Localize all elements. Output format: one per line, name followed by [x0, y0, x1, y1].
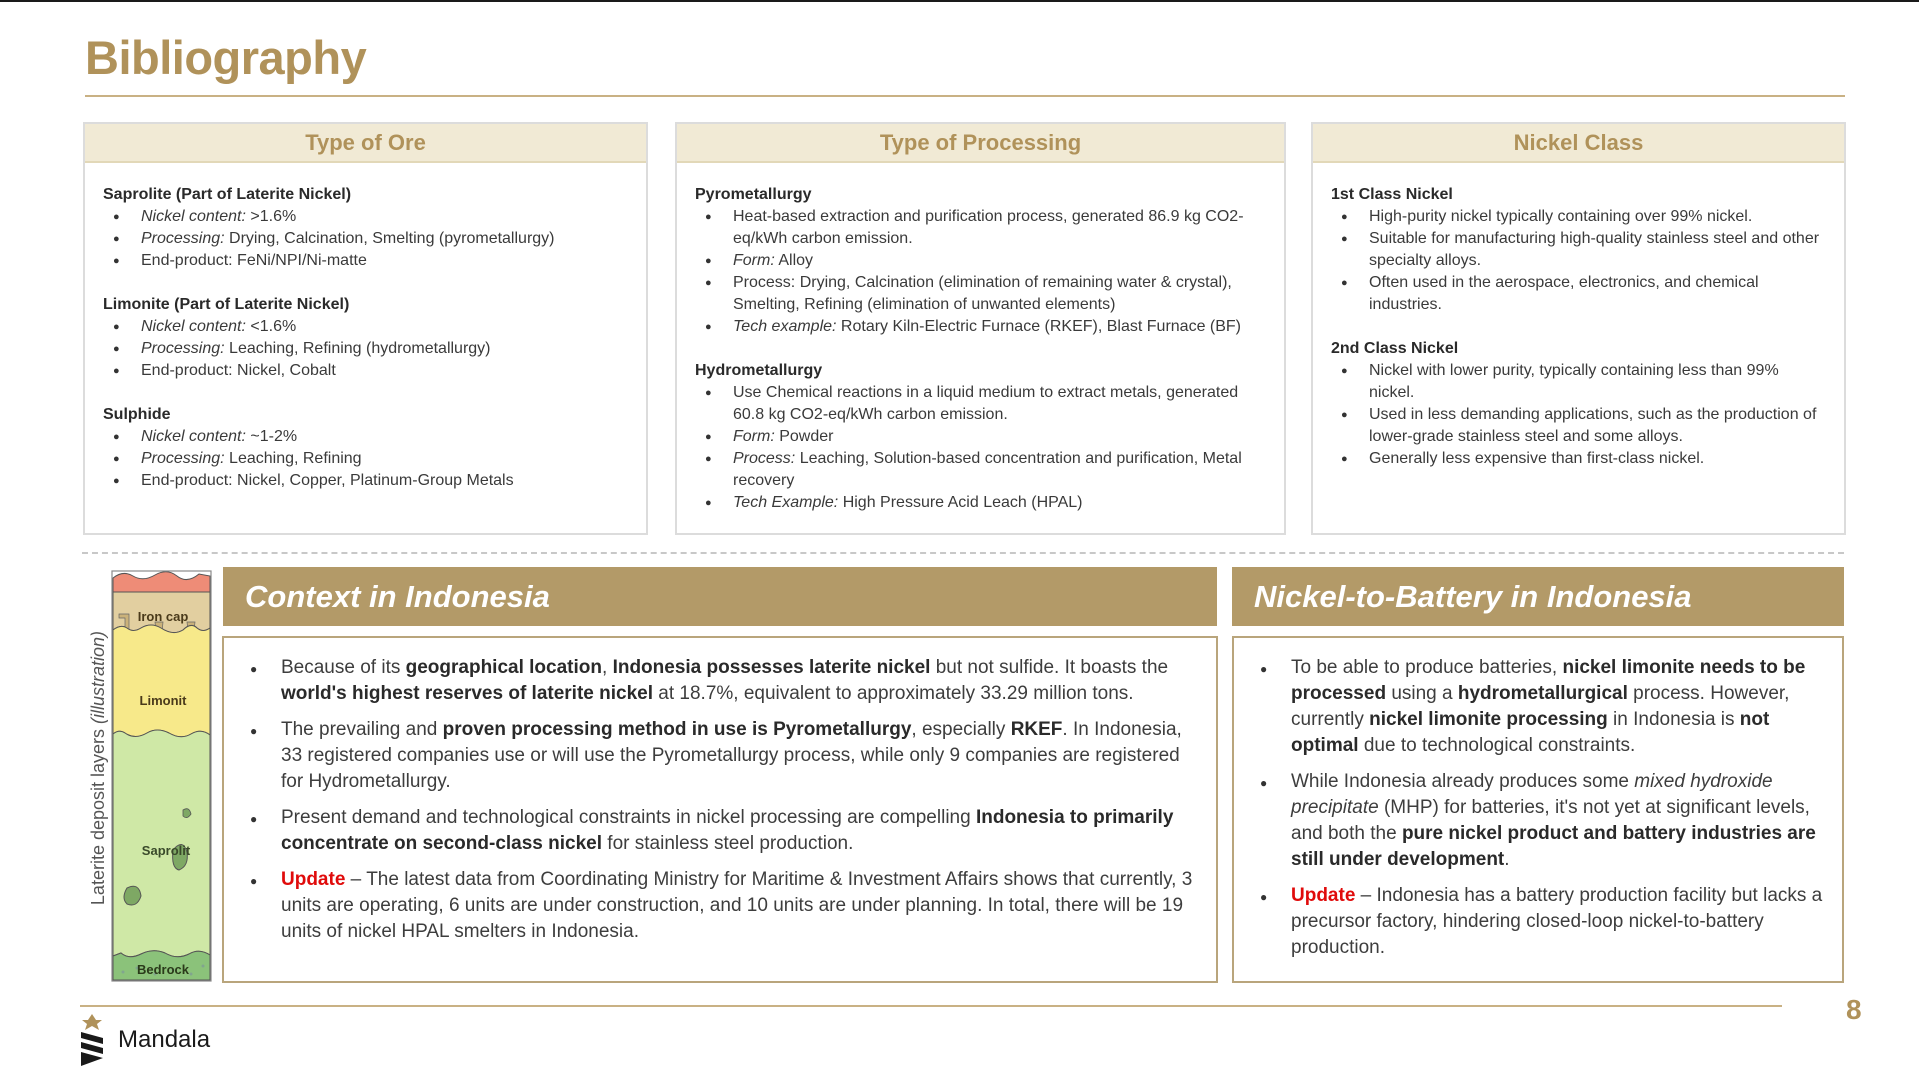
bullet-item: [103, 206, 628, 228]
item-text: High-purity nickel typically containing over 99% nickel.: [1369, 208, 1753, 225]
title-divider: [85, 95, 1845, 97]
bold-run: world's highest reserves of laterite nickel: [281, 683, 653, 704]
context-panel: [222, 636, 1218, 983]
bullet-item: [1331, 272, 1826, 316]
text-run: due to technological constraints.: [1358, 735, 1636, 756]
bullet-list: [103, 206, 628, 272]
strata-label-iron-cap: Iron cap: [137, 609, 189, 624]
bullet-item: [103, 448, 628, 470]
battery-title: Nickel-to-Battery in Indonesia: [1254, 579, 1692, 614]
bold-run: pure nickel product and battery industries are still under development: [1291, 823, 1816, 870]
bullet-item: [103, 470, 628, 492]
item-text: End-product: Nickel, Cobalt: [141, 362, 336, 379]
item-text: <1.6%: [245, 318, 297, 335]
strata-vertical-label: Laterite deposit layers (illustration): [88, 630, 108, 906]
text-run: but not sulfide. It boasts the: [930, 657, 1169, 678]
card-type-of-ore: [83, 122, 648, 535]
item-label: Form:: [733, 252, 775, 269]
text-run: for stainless steel production.: [602, 833, 854, 854]
card-header: Type of Ore: [85, 124, 646, 163]
card-type-of-processing: [675, 122, 1286, 535]
battery-panel: [1232, 636, 1844, 983]
text-run: While Indonesia already produces some: [1291, 771, 1635, 792]
item-label: Nickel content:: [141, 208, 246, 225]
bullet-list: [103, 316, 628, 382]
card-section: [103, 294, 628, 382]
page-title: Bibliography: [85, 31, 367, 84]
section-title: Hydrometallurgy: [695, 362, 823, 379]
bold-run: nickel limonite processing: [1369, 709, 1608, 730]
card-section: [1331, 184, 1826, 316]
context-banner: [223, 567, 1217, 626]
bullet-list: [103, 426, 628, 492]
bold-run: Indonesia to primarily concentrate on second-class nickel: [281, 807, 1174, 854]
footer-divider: [80, 1005, 1782, 1007]
section-title: Saprolite (Part of Laterite Nickel): [103, 186, 352, 203]
text-run: at 18.7%, equivalent to approximately 33.29 million tons.: [653, 683, 1134, 704]
bullet-list: [695, 382, 1266, 514]
bullet-item: [1244, 883, 1832, 961]
item-text: Leaching, Refining (hydrometallurgy): [224, 340, 491, 357]
item-label: Tech Example:: [733, 494, 839, 511]
bullet-item: [695, 272, 1266, 316]
bullet-item: [103, 316, 628, 338]
bullet-item: [1331, 448, 1826, 470]
context-title: Context in Indonesia: [245, 579, 550, 614]
item-text: End-product: FeNi/NPI/Ni-matte: [141, 252, 367, 269]
bullet-item: [1331, 228, 1826, 272]
item-label: Form:: [733, 428, 775, 445]
bullet-item: [695, 426, 1266, 448]
item-text: Leaching, Solution-based concentration and purification, Metal recovery: [733, 450, 1242, 489]
item-label: Processing:: [141, 340, 225, 357]
bullet-list: [234, 655, 1206, 945]
bullet-item: [1331, 206, 1826, 228]
bold-run: RKEF: [1010, 719, 1063, 740]
item-text: Suitable for manufacturing high-quality stainless steel and other specialty alloys.: [1369, 230, 1820, 269]
bullet-item: [695, 382, 1266, 426]
item-text: Nickel with lower purity, typically containing less than 99% nickel.: [1369, 362, 1779, 401]
item-text: Heat-based extraction and purification process, generated 86.9 kg CO2-eq/kWh carbon emission.: [733, 208, 1244, 247]
brand-name: Mandala: [118, 1026, 211, 1053]
italic-run: mixed hydroxide precipitate: [1291, 771, 1773, 818]
item-text: Often used in the aerospace, electronics, and chemical industries.: [1369, 274, 1759, 313]
bold-run: nickel limonite needs to be processed: [1291, 657, 1806, 704]
text-run: in Indonesia is: [1607, 709, 1740, 730]
bullet-item: [234, 805, 1206, 857]
text-run: – Indonesia has a battery production facility but lacks a precursor factory, hindering closed-loop nickel-to-battery production.: [1291, 885, 1823, 958]
dashed-divider: [82, 552, 1844, 554]
battery-body: [1234, 638, 1842, 961]
update-tag: Update: [1291, 885, 1356, 906]
item-text: Alloy: [774, 252, 814, 269]
bullet-list: [1331, 206, 1826, 316]
bullet-item: [103, 426, 628, 448]
section-title: Limonite (Part of Laterite Nickel): [103, 296, 350, 313]
section-title: 1st Class Nickel: [1331, 186, 1453, 203]
bullet-item: [103, 360, 628, 382]
item-text: Rotary Kiln-Electric Furnace (RKEF), Blast Furnace (BF): [836, 318, 1242, 335]
item-label: Processing:: [141, 230, 225, 247]
item-text: Process: Drying, Calcination (elimination of remaining water & crystal), Smelting, Refining (elimination of unwanted elements): [733, 274, 1232, 313]
bullet-item: [234, 867, 1206, 945]
item-text: ~1-2%: [245, 428, 298, 445]
card-header: Type of Processing: [677, 124, 1284, 163]
item-label: Nickel content:: [141, 428, 246, 445]
item-text: Drying, Calcination, Smelting (pyrometallurgy): [224, 230, 555, 247]
card-section: [1331, 338, 1826, 470]
page-number: 8: [1846, 994, 1862, 1025]
section-title: Sulphide: [103, 406, 171, 423]
laterite-strata-illustration: [111, 570, 212, 982]
bullet-item: [695, 492, 1266, 514]
card-section: [103, 184, 628, 272]
text-run: To be able to produce batteries,: [1291, 657, 1563, 678]
mandala-logo-icon: [78, 1014, 106, 1066]
card-header: Nickel Class: [1313, 124, 1844, 163]
item-label: Process:: [733, 450, 796, 467]
text-run: Because of its: [281, 657, 406, 678]
bold-run: Indonesia possesses laterite nickel: [612, 657, 931, 678]
item-text: High Pressure Acid Leach (HPAL): [838, 494, 1083, 511]
bullet-item: [103, 338, 628, 360]
strata-label-limonit: Limonit: [139, 693, 187, 708]
section-title: Pyrometallurgy: [695, 186, 812, 203]
battery-banner: [1232, 567, 1844, 626]
card-body: [85, 163, 646, 492]
item-label: Processing:: [141, 450, 225, 467]
bold-run: geographical location: [405, 657, 602, 678]
bullet-item: [695, 448, 1266, 492]
item-text: Use Chemical reactions in a liquid medium to extract metals, generated 60.8 kg CO2-eq/kWh carbon emission.: [733, 384, 1239, 423]
context-body: [224, 638, 1216, 945]
text-run: . In Indonesia, 33 registered companies use or will use the Pyrometallurgy process, while only 9 companies are registered for Hydrometallurgy.: [281, 719, 1182, 792]
strata-label-saprolit: Saprolit: [141, 843, 191, 858]
bullet-list: [1331, 360, 1826, 470]
text-run: ,: [602, 657, 613, 678]
bullet-item: [103, 250, 628, 272]
text-run: (MHP) for batteries, it's not yet at significant levels, and both the: [1291, 797, 1810, 844]
card-section: [695, 184, 1266, 338]
item-label: Tech example:: [733, 318, 837, 335]
update-tag: Update: [281, 869, 346, 890]
item-text: >1.6%: [245, 208, 297, 225]
bullet-item: [1244, 769, 1832, 873]
text-run: , especially: [911, 719, 1011, 740]
text-run: .: [1504, 849, 1510, 870]
bullet-item: [1331, 360, 1826, 404]
bullet-list: [695, 206, 1266, 338]
item-text: Leaching, Refining: [224, 450, 362, 467]
bullet-item: [103, 228, 628, 250]
card-body: [677, 163, 1284, 514]
item-text: Generally less expensive than first-class nickel.: [1369, 450, 1705, 467]
text-run: Present demand and technological constraints in nickel processing are compelling: [281, 807, 976, 828]
bold-run: not optimal: [1291, 709, 1770, 756]
bullet-item: [695, 316, 1266, 338]
bullet-item: [234, 717, 1206, 795]
strata-label-bedrock: Bedrock: [136, 962, 190, 977]
bullet-item: [234, 655, 1206, 707]
item-text: End-product: Nickel, Copper, Platinum-Group Metals: [141, 472, 514, 489]
bold-run: proven processing method in use is Pyrometallurgy: [442, 719, 912, 740]
bullet-list: [1244, 655, 1832, 961]
top-border-line: [0, 0, 1919, 2]
card-body: [1313, 163, 1844, 470]
item-text: Used in less demanding applications, such as the production of lower-grade stainless steel and some alloys.: [1369, 406, 1817, 445]
bullet-item: [695, 250, 1266, 272]
bullet-item: [695, 206, 1266, 250]
bullet-item: [1331, 404, 1826, 448]
text-run: – The latest data from Coordinating Ministry for Maritime & Investment Affairs shows that currently, 3 units are operating, 6 units are under construction, and 10 units are under planning. In total, there will be 19 units of nickel HPAL smelters in Indonesia.: [281, 869, 1193, 942]
text-run: using a: [1386, 683, 1458, 704]
text-run: process. However, currently: [1291, 683, 1790, 730]
item-text: Powder: [774, 428, 834, 445]
card-nickel-class: [1311, 122, 1846, 535]
bold-run: hydrometallurgical: [1457, 683, 1628, 704]
text-run: The prevailing and: [281, 719, 443, 740]
card-section: [103, 404, 628, 492]
section-title: 2nd Class Nickel: [1331, 340, 1459, 357]
bullet-item: [1244, 655, 1832, 759]
card-section: [695, 360, 1266, 514]
item-label: Nickel content:: [141, 318, 246, 335]
